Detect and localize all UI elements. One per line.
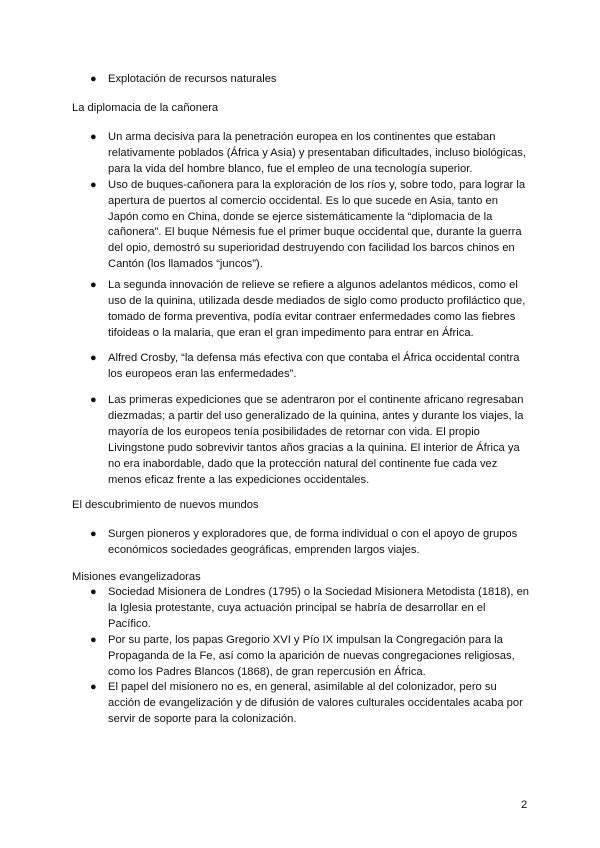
list-item: ● Uso de buques-cañonera para la exploración de los ríos y, sobre todo, para lograr la apertura de puertos al comercio occidental. Es lo que sucede en Asia, tanto en Japón como en China, donde se ejerce sistemáticamente la “diplomacia de la cañonera”. El buque Némesis fue el primer buque occidental que, durante la guerra del opio, demostró su superioridad destruyendo con facilidad los barcos chinos en Cantón (los llamados “juncos”). (90, 178, 526, 271)
list-item: ● Por su parte, los papas Gregorio XVI y Pío IX impulsan la Congregación para la Propaganda de la Fe, así como la aparición de nuevas congregaciones religiosas, como los Padres Blancos (1868), de gran repercusión en África. (90, 633, 515, 678)
list-item: ● El papel del misionero no es, en general, asimilable al del colonizador, pero su acción de evangelización y de difusión de valores culturales occidentales acaba por servir de soporte para la colonización. (90, 681, 523, 726)
list-item: ● Un arma decisiva para la penetración europea en los continentes que estaban relativamente poblados (África y Asia) y presentaban dificultades, incluso biológicas, para la vida del hombre blanco, fue el empleo de una tecnología superior. (90, 131, 526, 175)
section-heading: La diplomacia de la cañonera (72, 102, 219, 114)
bullet-icon: ● (90, 352, 97, 364)
bullet-list (90, 351, 530, 383)
page-number: 2 (521, 799, 528, 811)
bullet-icon: ● (90, 73, 97, 85)
bullet-icon: ● (90, 681, 97, 694)
bullet-icon: ● (90, 633, 97, 646)
bullet-list (90, 527, 530, 559)
list-item: ● Surgen pioneros y exploradores que, de forma individual o con el apoyo de grupos económicos sociedades geográficas, emprenden largos viajes. (90, 528, 518, 556)
list-item: ● Sociedad Misionera de Londres (1795) o la Sociedad Misionera Metodista (1818), en la Iglesia protestante, cuya actuación principal se habría de desarrollar en el Pacífico. (90, 586, 530, 630)
bullet-icon: ● (90, 131, 97, 143)
bullet-list (90, 130, 530, 273)
list-item: ● Alfred Crosby, “la defensa más efectiva con que contaba el África occidental contra los europeos eran las enfermedades”. (90, 352, 520, 380)
list-item: ● La segunda innovación de relieve se refiere a algunos adelantos médicos, como el uso de la quinina, utilizada desde mediados de siglo como producto profiláctico que, tomado de forma preventiva, podía evitar contraer enfermedades como las fiebres tifoideas o la malaria, que eran el gran impedimento para entrar en África. (90, 279, 526, 339)
bullet-list (90, 393, 530, 488)
bullet-icon: ● (90, 528, 97, 540)
bullet-icon: ● (90, 178, 97, 191)
bullet-icon: ● (90, 394, 97, 406)
list-item: ● Explotación de recursos naturales (90, 72, 530, 88)
bullet-list (90, 585, 530, 728)
bullet-icon: ● (90, 279, 97, 291)
bullet-list (90, 72, 530, 88)
list-item: ● Las primeras expediciones que se adentraron por el continente africano regresaban diezmadas; a partir del uso generalizado de la quinina, antes y durante los viajes, la mayoría de los europeos tenía posibilidades de retornar con vida. El propio Livingstone pudo sobrevivir tantos años gracias a la quinina. El interior de África ya no era inabordable, dado que la protección natural del continente fue cada vez menos eficaz frente a las expediciones occidentales. (90, 394, 524, 486)
bullet-icon: ● (90, 586, 97, 598)
section-heading: El descubrimiento de nuevos mundos (72, 499, 259, 511)
section-heading: Misiones evangelizadoras (72, 571, 201, 583)
bullet-list (90, 278, 530, 342)
